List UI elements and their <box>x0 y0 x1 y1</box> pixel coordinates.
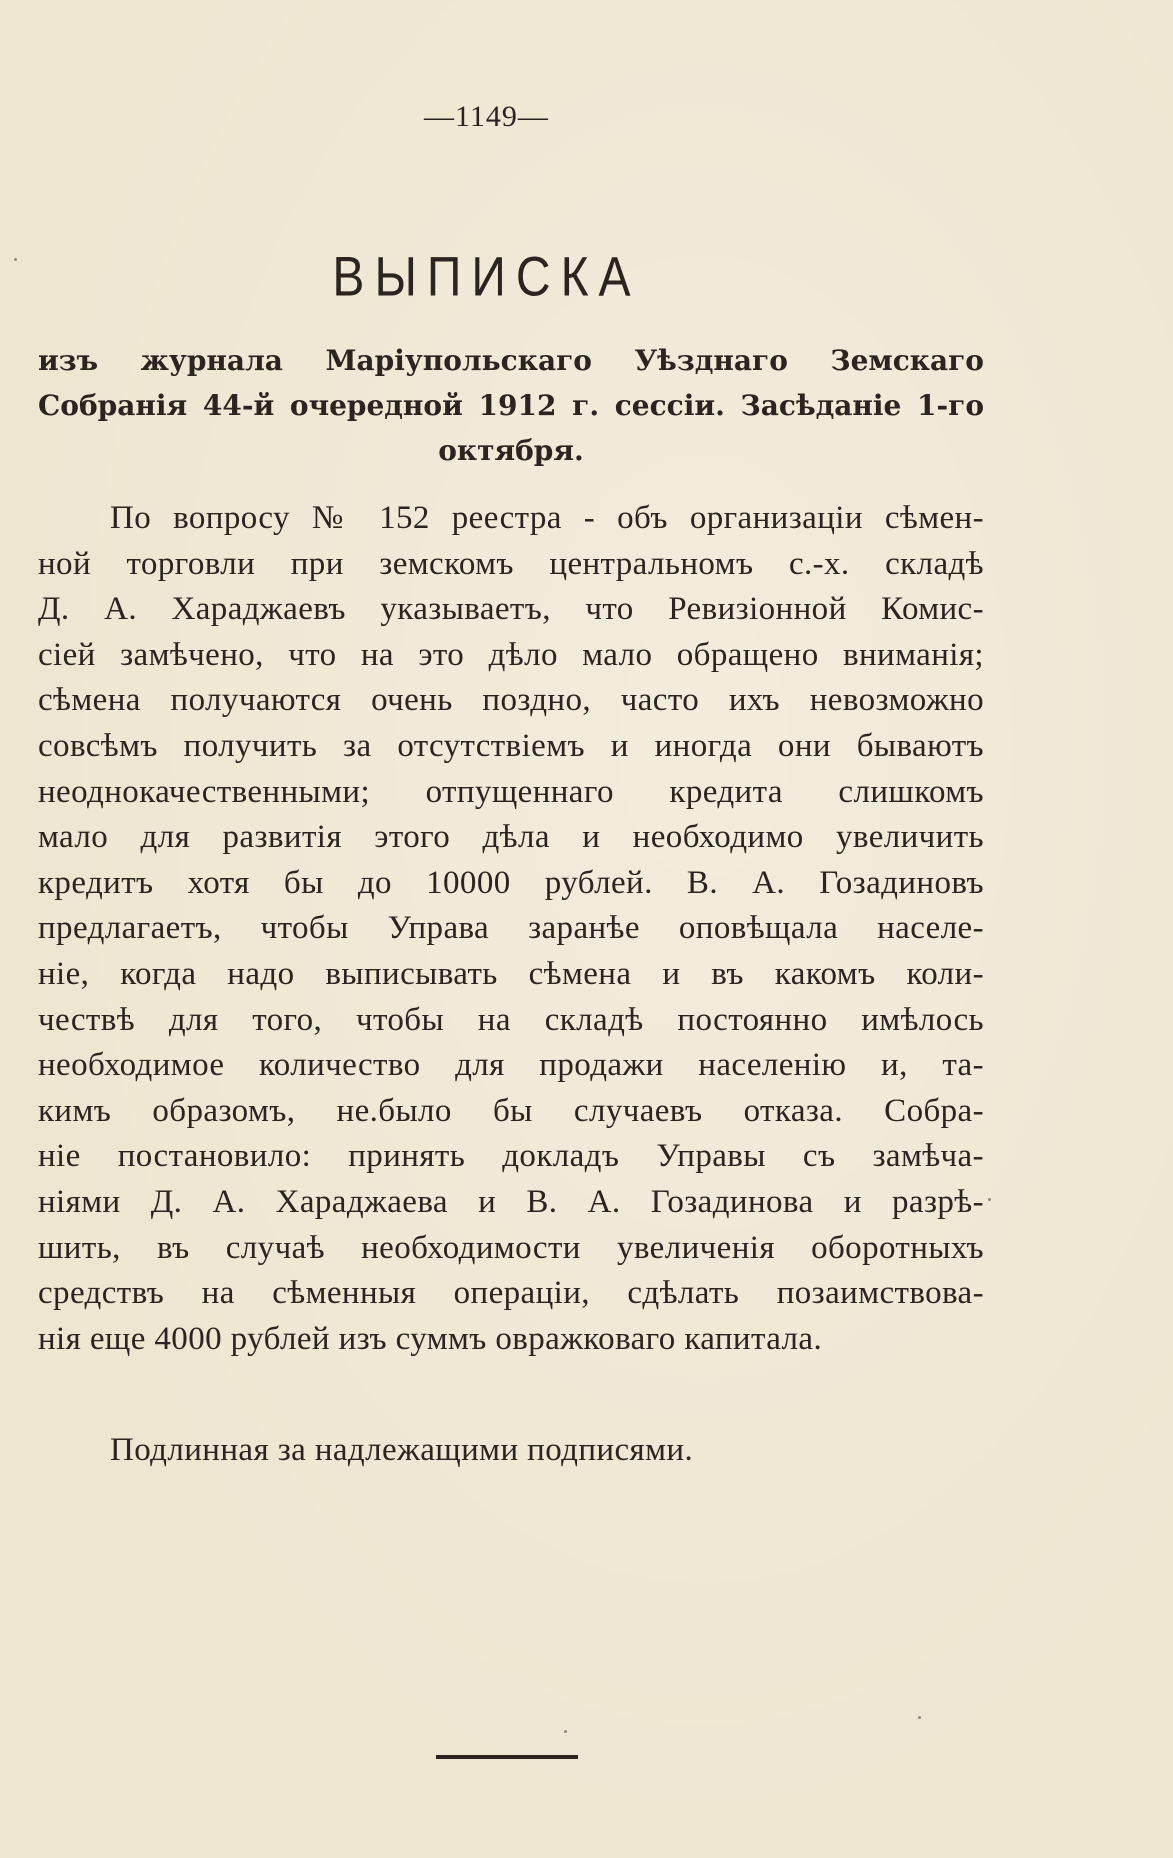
body-line: ніе, когда надо выписывать сѣмена и въ какомъ коли- <box>38 955 984 992</box>
body-line: сѣмена получаются очень поздно, часто ихъ невозможно <box>38 682 984 719</box>
page-number: —1149— <box>424 100 549 133</box>
signature-note: Подлинная за надлежащими подписями. <box>110 1432 694 1468</box>
body-line: кимъ образомъ, не.было бы случаевъ отказа. Собра- <box>38 1092 984 1129</box>
body-line: неоднокачественными; отпущеннаго кредита слишкомъ <box>38 773 984 810</box>
body-line: Д. А. Хараджаевъ указываетъ, что Ревизіонной Комис- <box>38 591 984 628</box>
body-line: совсѣмъ получить за отсутствіемъ и иногда они бываютъ <box>38 727 984 764</box>
body-text <box>38 496 984 1362</box>
document-title: ВЫПИСКА <box>332 247 641 308</box>
paper-speck <box>988 1198 991 1201</box>
body-line: ніями Д. А. Хараджаева и В. А. Гозадинова и разрѣ- <box>38 1183 984 1220</box>
body-line: предлагаетъ, чтобы Управа заранѣе оповѣщала населе- <box>38 910 984 947</box>
paper-speck <box>564 1730 567 1733</box>
document-subtitle: изъ журнала Маріупольскаго Уѣзднаго Земскаго Собранія 44-й очередной 1912 г. сессіи. Засѣданіе 1-го октября. <box>38 344 984 467</box>
body-line: средствъ на сѣменныя операціи, сдѣлать позаимствова- <box>38 1275 984 1312</box>
paper-speck <box>918 1716 921 1719</box>
body-line: необходимое количество для продажи населенію и, та- <box>38 1047 984 1084</box>
body-line: мало для развитія этого дѣла и необходимо увеличить <box>38 819 984 856</box>
closing-rule <box>436 1755 578 1759</box>
body-line: чествѣ для того, чтобы на складѣ постоянно имѣлось <box>38 1001 984 1038</box>
body-line: ніе постановило: принять докладъ Управы съ замѣча- <box>38 1138 984 1175</box>
body-line: ной торговли при земскомъ центральномъ с.-х. складѣ <box>38 545 984 582</box>
body-line: кредитъ хотя бы до 10000 рублей. В. А. Гозадиновъ <box>38 864 984 901</box>
body-line: сіей замѣчено, что на это дѣло мало обращено вниманія; <box>38 636 984 673</box>
body-line: шить, въ случаѣ необходимости увеличенія оборотныхъ <box>38 1229 984 1266</box>
body-line: По вопросу № 152 реестра - объ организаціи сѣмен- <box>110 500 984 536</box>
paper-speck <box>14 258 17 261</box>
body-line: нія еще 4000 рублей изъ суммъ овражковаго капитала. <box>38 1320 823 1357</box>
